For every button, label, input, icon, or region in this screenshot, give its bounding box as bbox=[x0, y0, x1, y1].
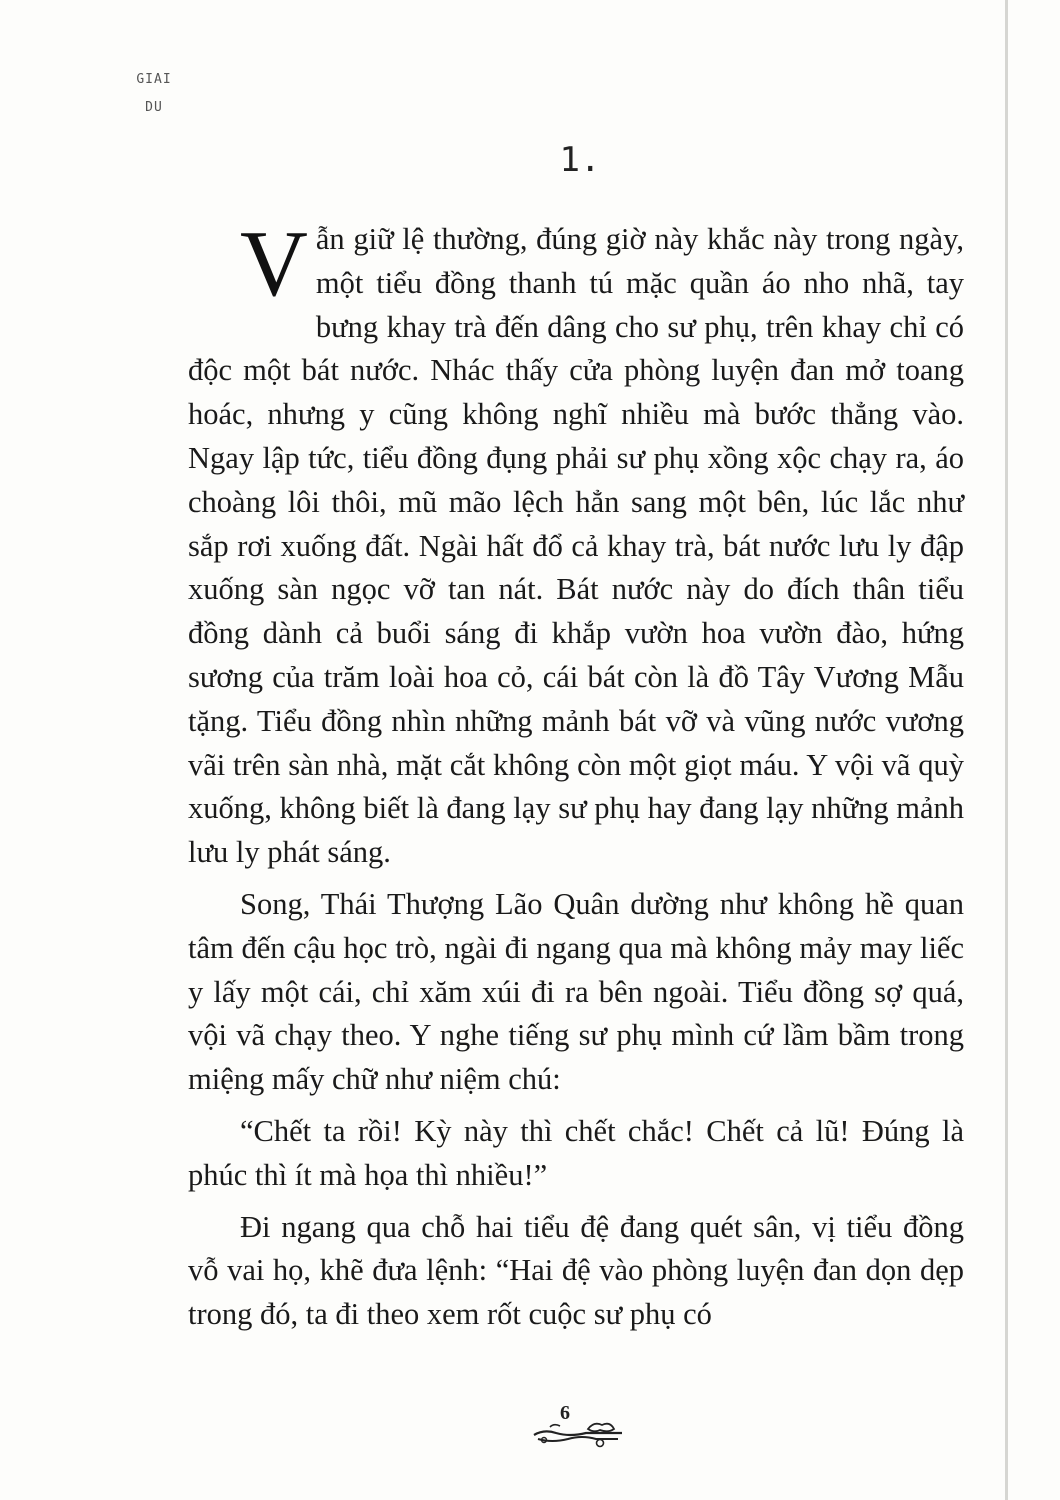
chapter-number: 1. bbox=[559, 140, 601, 180]
paragraph-4: Đi ngang qua chỗ hai tiểu đệ đang quét sân, vị tiểu đồng vỗ vai họ, khẽ đưa lệnh: “Hai đệ vào phòng luyện đan dọn dẹp trong đó, ta đi theo xem rốt cuộc sư phụ có bbox=[188, 1209, 964, 1332]
running-head bbox=[134, 66, 174, 122]
page-edge-divider bbox=[1005, 0, 1008, 1500]
paragraph-3: “Chết ta rồi! Kỳ này thì chết chắc! Chết cả lũ! Đúng là phúc thì ít mà họa thì nhiều!” bbox=[188, 1113, 964, 1192]
running-head-line-1: GIAI bbox=[136, 72, 172, 87]
running-head-line-2: DU bbox=[145, 100, 163, 115]
page-number: 6 bbox=[560, 1402, 570, 1424]
drop-cap: V bbox=[240, 212, 308, 316]
cloud-ornament-icon bbox=[530, 1419, 630, 1449]
page-footer bbox=[0, 1402, 1060, 1449]
paragraph-1 bbox=[188, 212, 964, 875]
body-text bbox=[188, 212, 964, 1345]
paragraph-2: Song, Thái Thượng Lão Quân dường như không hề quan tâm đến cậu học trò, ngài đi ngang qua mà không mảy may liếc y lấy một cái, chỉ xăm xúi đi ra bên ngoài. Tiểu đồng sợ quá, vội vã chạy theo. Y nghe tiếng sư phụ mình cứ lầm bầm trong miệng mấy chữ như niệm chú: bbox=[188, 886, 964, 1097]
paragraph-1-text: ẫn giữ lệ thường, đúng giờ này khắc này trong ngày, một tiểu đồng thanh tú mặc quần áo nho nhã, tay bưng khay trà đến dâng cho sư phụ, trên khay chỉ có độc một bát nước. Nhác thấy cửa phòng luyện đan mở toang hoác, nhưng y cũng không nghĩ nhiều mà bước thẳng vào. Ngay lập tức, tiểu đồng đụng phải sư phụ xồng xộc chạy ra, áo choàng lôi thôi, mũ mão lệch hẳn sang một bên, lúc lắc như sắp rơi xuống đất. Ngài hất đổ cả khay trà, bát nước lưu ly đập xuống sàn ngọc vỡ tan nát. Bát nước này do đích thân tiểu đồng dành cả buổi sáng đi khắp vườn hoa vườn đào, hứng sương của trăm loài hoa cỏ, cái bát còn là đồ Tây Vương Mẫu tặng. Tiểu đồng nhìn những mảnh bát vỡ và vũng nước vương vãi trên sàn nhà, mặt cắt không còn một giọt máu. Y vội vã quỳ xuống, không biết là đang lạy sư phụ hay đang lạy những mảnh lưu ly phát sáng. bbox=[188, 222, 964, 870]
